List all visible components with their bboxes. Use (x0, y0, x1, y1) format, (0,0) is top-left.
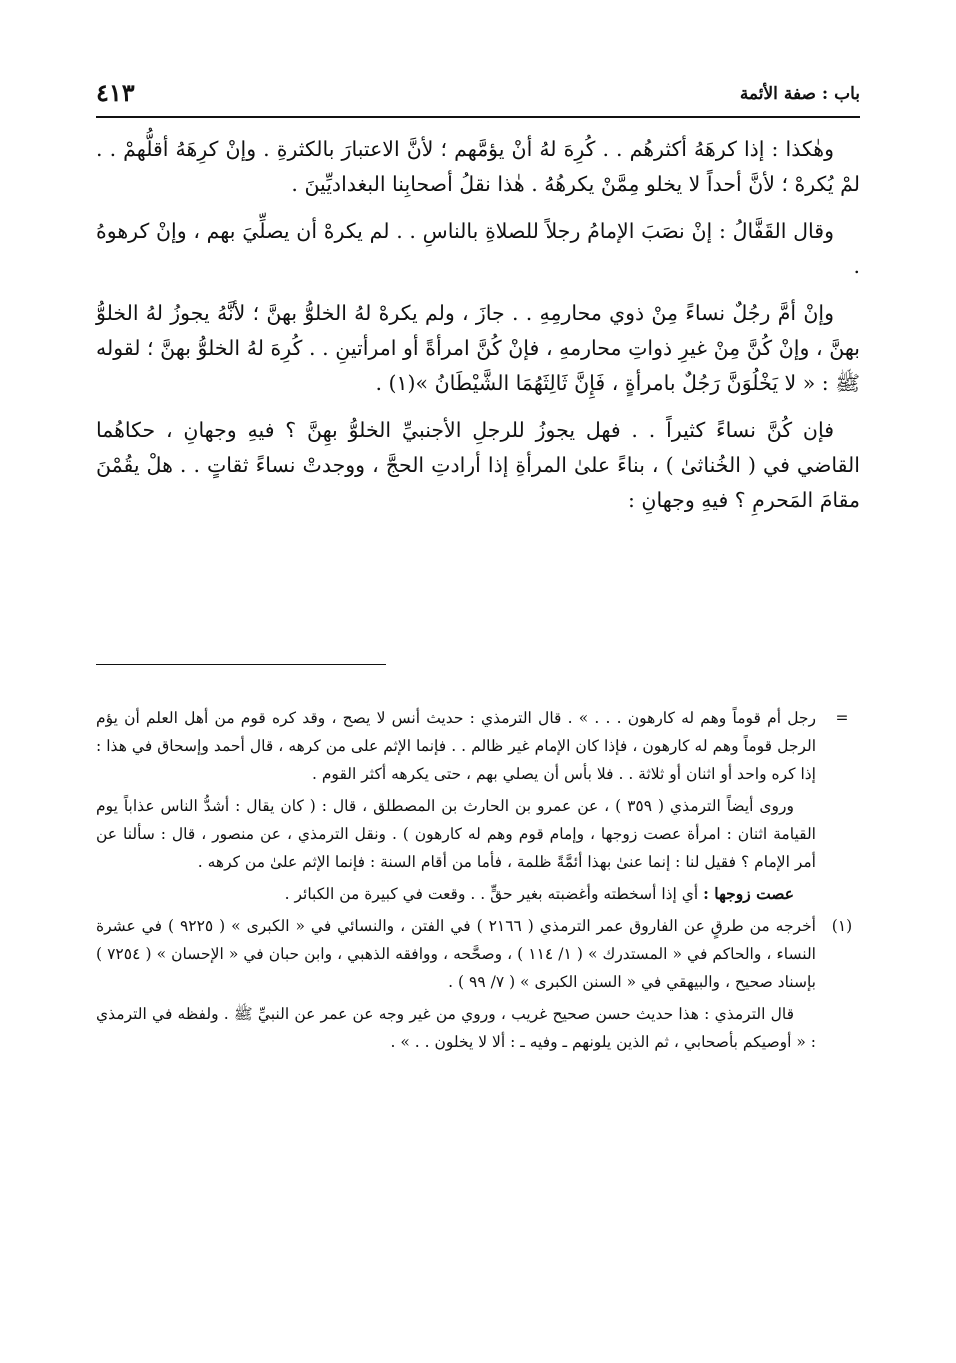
footnote-paragraph: وروى أيضاً الترمذي ( ٣٥٩ ) ، عن عمرو بن الحارث بن المصطلق ، قال : ( كان يقال : أشدُّ الناس عذاباً يوم القيامة اثنان : امرأة عصت زوجها ، وإمام قوم وهم له كارهون ) . ونقل الترمذي ، عن منصور ، قال : سألنا عن أمر الإمام ؟ فقيل لنا : إنما عنىٰ بهذا أئمَّةً ظلمة ، فأما من أقام السنة : فإنما الإثم علىٰ من كرهه . (96, 797, 816, 871)
footnote-term-text: أي إذا أسخطته وأغضبته بغير حقٍّ . . وقعت في كبيرة من الكبائر . (284, 885, 699, 903)
body-paragraph: وإنْ أمَّ رجُلٌ نساءً مِنْ ذوي محارمِهِ . . جازَ ، ولم يكرهْ لهُ الخلوُّ بهنَّ ؛ لأنَّهُ يجوزُ لهُ الخلوُّ بهنَّ ، وإنْ كُنَّ مِنْ غيرِ ذواتِ محارمهِ ، فإنْ كُنَّ امرأةً أو امرأتينِ . . كُرِهَ لهُ الخلوُّ بهنَّ ؛ لقوله ﷺ : « لا يَخْلُوَنَّ رَجُلٌ بامرأةٍ ، فَإِنَّ ثَالِثَهُمَا الشَّيْطَانُ »(١) . (96, 301, 860, 395)
footnotes (96, 704, 860, 1060)
footnote-paragraph: رجل أم قوماً وهم له كارهون . . . » . قال الترمذي : حديث أنس لا يصح ، وقد كره قوم من أهل العلم أن يؤم الرجل قوماً وهم له كارهون ، فإذا كان الإمام غير ظالم . . فإنما الإثم على من كرهه ، قال أحمد وإسحاق في هذا : إذا كره واحد أو اثنان أو ثلاثة . . فلا بأس أن يصلي بهم ، حتى يكرهه أكثر القوم . (96, 709, 816, 783)
footnote-term: عصت زوجها : (703, 884, 794, 903)
footnote-marker: = (835, 709, 849, 727)
footnote-1 (96, 912, 860, 1056)
footnote-separator (96, 664, 386, 665)
page-header (96, 78, 860, 118)
footnote-continued (96, 704, 860, 908)
footnote-paragraph: أخرجه من طرقٍ عن الفاروق عمر الترمذي ( ٢١٦٦ ) في الفتن ، والنسائي في « الكبرى » ( ٩٢٢٥ ) في عشرة النساء ، والحاكم في « المستدرك » ( ١/ ١١٤ ) ، وصحَّحه ، ووافقه الذهبي ، وابن حبان في « الإحسان » ( ٧٢٥٤ ) بإسناد صحيح ، والبيهقي في « السنن الكبرى » ( ٧/ ٩٩ ) . (96, 917, 816, 991)
chapter-title: باب : صفة الأئمة (739, 84, 860, 104)
page-number: ٤١٣ (96, 78, 135, 107)
footnote-paragraph: قال الترمذي : هذا حديث حسن صحيح غريب ، وروي من غير وجه عن عمر عن النبيِّ ﷺ . ولفظه في الترمذي : « أوصيكم بأصحابي ، ثم الذين يلونهم ـ وفيه ـ : ألا لا يخلون . . » . (96, 1005, 816, 1051)
body-paragraph: فإن كُنَّ نساءً كثيراً . . فهل يجوزُ للرجلِ الأجنبيِّ الخلوُّ بهِنَّ ؟ فيهِ وجهانِ ، حكاهُما القاضي في ( الخُناثىٰ ) ، بناءً علىٰ المرأةِ إذا أرادتِ الحجَّ ، ووجدتْ نساءً ثقاتٍ . . هلْ يقُمْنَ مقامَ المَحرمِ ؟ فيهِ وجهانِ : (96, 418, 860, 512)
body-paragraph: وهٰكذا : إذا كرهَهُ أكثرهُم . . كُرِهَ لهُ أنْ يؤمَّهم ؛ لأنَّ الاعتبارَ بالكثرةِ . وإنْ كرِهَهُ أقلُّهمْ . . لمْ يُكرهْ ؛ لأنَّ أحداً لا يخلو مِمَّنْ يكرهُهُ . هٰذا نقلُ أصحابِنا البغداديِّينَ . (96, 137, 860, 196)
footnote-marker: (١) (831, 917, 853, 935)
body-paragraph: وقال القَفَّالُ : إنْ نصَبَ الإمامُ رجلاً للصلاةِ بالناسِ . . لم يكرهْ أن يصلِّيَ بهم ، وإنْ كرهوهُ . (96, 219, 860, 278)
footnote-term-line (96, 880, 816, 908)
main-text (96, 132, 860, 530)
